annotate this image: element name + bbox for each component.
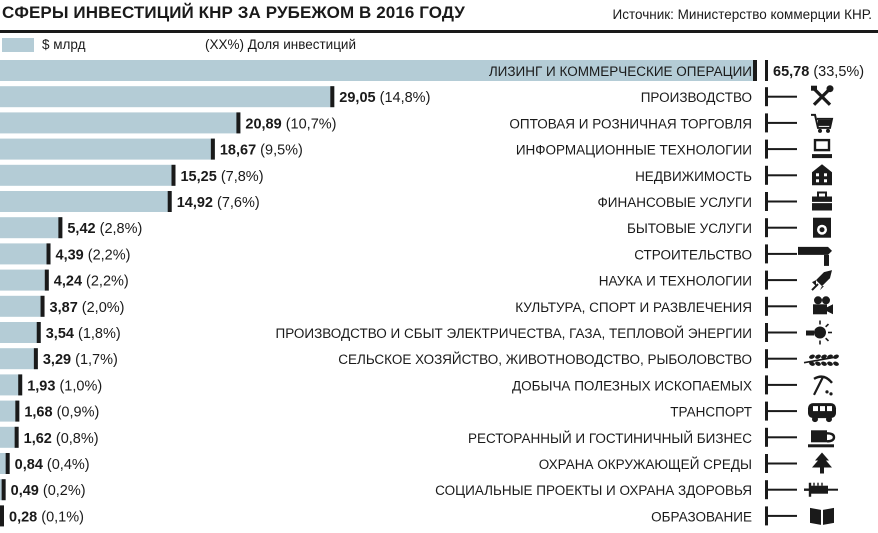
computer-icon <box>812 140 832 158</box>
category-label: НАУКА И ТЕХНОЛОГИИ <box>598 273 752 289</box>
value-number: 14,92 <box>176 195 218 211</box>
bar-row <box>0 164 832 186</box>
value-number: 29,05 <box>339 90 380 107</box>
shopping-cart-icon <box>811 115 832 133</box>
category-label: ОПТОВАЯ И РОЗНИЧНАЯ ТОРГОВЛЯ <box>509 116 752 132</box>
value-number: 1,93 <box>27 378 60 395</box>
value-label <box>220 143 303 159</box>
bar-row <box>0 401 836 423</box>
value-number: 1,68 <box>24 404 57 421</box>
value-label <box>15 457 90 473</box>
value-number: 18,67 <box>219 142 261 159</box>
bar <box>0 217 62 238</box>
bar-row <box>0 217 831 238</box>
row-leader <box>765 174 797 176</box>
bar-end-marker <box>0 505 4 526</box>
bar-row <box>0 479 838 500</box>
source-note: Источник: Министерство коммерции КНР. <box>612 7 872 22</box>
bar-row <box>0 321 832 345</box>
value-share: (2,8%) <box>99 221 143 238</box>
bar <box>0 243 51 264</box>
value-share: (7,8%) <box>220 168 264 185</box>
row-leader <box>765 489 797 491</box>
value-share: (1,7%) <box>75 352 118 369</box>
category-label: ПРОИЗВОДСТВО <box>640 90 752 106</box>
tools-icon <box>811 85 834 105</box>
bus-icon <box>808 403 836 422</box>
legend-usd-label: $ млрд <box>42 37 86 52</box>
value-number: 3,87 <box>49 299 82 316</box>
light-bulb-icon <box>806 321 832 345</box>
bar-row <box>0 348 840 369</box>
bar-row <box>0 296 833 317</box>
value-label <box>177 195 260 211</box>
value-number: 5,42 <box>67 221 100 238</box>
row-leader <box>765 305 797 307</box>
value-share: (7,6%) <box>217 195 260 211</box>
pickaxe-icon <box>814 377 833 396</box>
value-number: 0,49 <box>10 483 43 500</box>
bar-row <box>0 270 832 291</box>
bar <box>0 296 45 317</box>
value-share: (0,8%) <box>55 430 99 447</box>
chart-title: СФЕРЫ ИНВЕСТИЦИЙ КНР ЗА РУБЕЖОМ В 2016 ГОДУ <box>2 3 465 22</box>
bar-row <box>0 453 832 475</box>
value-label <box>180 169 263 185</box>
value-number: 0,28 <box>9 509 42 526</box>
value-label <box>24 431 99 447</box>
value-share: (10,7%) <box>285 116 337 133</box>
category-label: ПРОИЗВОДСТВО И СБЫТ ЭЛЕКТРИЧЕСТВА, ГАЗА, ТЕПЛОВОЙ ЭНЕРГИИ <box>275 326 752 341</box>
bar <box>0 139 215 160</box>
value-label <box>50 300 125 316</box>
bar-end-marker <box>34 348 38 369</box>
value-share: (2,2%) <box>87 247 131 264</box>
bar-row <box>0 60 864 81</box>
briefcase-icon <box>812 193 832 211</box>
value-label <box>27 378 102 394</box>
bar-row <box>0 85 834 107</box>
value-label <box>24 405 99 421</box>
row-leader <box>765 96 797 98</box>
bar-row <box>0 374 833 395</box>
category-label: КУЛЬТУРА, СПОРТ И РАЗВЛЕЧЕНИЯ <box>515 299 752 315</box>
row-leader <box>765 332 797 334</box>
building-icon <box>812 164 832 185</box>
category-label: ИНФОРМАЦИОННЫЕ ТЕХНОЛОГИИ <box>515 142 752 158</box>
value-number: 4,39 <box>55 247 88 264</box>
category-label: РЕСТОРАННЫЙ И ГОСТИНИЧНЫЙ БИЗНЕС <box>467 430 752 446</box>
value-share: (0,2%) <box>42 483 86 500</box>
value-number: 20,89 <box>245 116 286 133</box>
legend-share-label: (XX%) Доля инвестиций <box>205 37 357 52</box>
rocket-icon <box>812 270 832 290</box>
bar-row <box>0 243 832 266</box>
bar-end-marker <box>41 296 45 317</box>
value-label <box>56 247 131 263</box>
bar-end-marker <box>47 243 51 264</box>
value-label <box>54 274 129 290</box>
bar-row <box>0 505 834 526</box>
bar <box>0 112 240 133</box>
category-label: ЛИЗИНГ И КОММЕРЧЕСКИЕ ОПЕРАЦИИ <box>488 64 752 79</box>
category-label: БЫТОВЫЕ УСЛУГИ <box>627 221 752 237</box>
category-label: СТРОИТЕЛЬСТВО <box>634 247 752 263</box>
value-share: (0,9%) <box>56 404 100 421</box>
bar-end-marker <box>168 191 172 212</box>
bar-end-marker <box>37 322 41 343</box>
row-leader <box>765 227 797 229</box>
bar <box>0 165 175 186</box>
value-number: 4,24 <box>53 273 87 290</box>
category-label: ТРАНСПОРТ <box>670 404 752 420</box>
bar-row <box>0 427 834 448</box>
bar-end-marker <box>330 86 334 107</box>
movie-camera-icon <box>813 296 833 314</box>
value-share: (33,5%) <box>813 64 865 80</box>
category-label: ДОБЫЧА ПОЛЕЗНЫХ ИСКОПАЕМЫХ <box>511 378 752 394</box>
value-share: (0,1%) <box>41 509 84 526</box>
value-number: 15,25 <box>180 168 221 185</box>
row-leader <box>765 279 797 281</box>
value-label <box>9 509 84 525</box>
bar-row <box>0 112 832 133</box>
category-label: НЕДВИЖИМОСТЬ <box>635 168 752 184</box>
category-label: СОЦИАЛЬНЫЕ ПРОЕКТЫ И ОХРАНА ЗДОРОВЬЯ <box>435 483 752 499</box>
bar-end-marker <box>45 270 49 291</box>
hammer-icon <box>798 247 832 266</box>
row-leader <box>765 201 797 203</box>
value-share: (0,4%) <box>46 457 90 473</box>
row-leader <box>765 515 797 517</box>
value-share: (2,2%) <box>86 273 129 290</box>
row-leader <box>765 122 797 124</box>
bar <box>0 322 41 343</box>
syringe-icon <box>804 483 838 497</box>
value-share: (1,0%) <box>59 378 103 395</box>
category-label: ОБРАЗОВАНИЕ <box>651 509 752 525</box>
row-leader <box>765 358 797 360</box>
bar <box>0 86 334 107</box>
value-number: 1,62 <box>23 430 56 447</box>
category-label: ФИНАНСОВЫЕ УСЛУГИ <box>597 195 752 210</box>
book-icon <box>810 508 834 525</box>
bar-end-marker <box>15 401 19 422</box>
bar-row <box>0 139 832 160</box>
wheat-icon <box>804 354 840 367</box>
value-label <box>245 116 336 132</box>
value-number: 0,84 <box>14 457 47 473</box>
bar <box>0 191 172 212</box>
row-leader <box>765 148 797 150</box>
washing-machine-icon <box>813 218 831 238</box>
category-label: СЕЛЬСКОЕ ХОЗЯЙСТВО, ЖИВОТНОВОДСТВО, РЫБОЛОВСТВО <box>338 352 752 368</box>
coffee-cup-icon <box>808 430 834 447</box>
bar-end-marker <box>18 374 22 395</box>
bar-end-marker <box>171 165 175 186</box>
bar-end-marker <box>6 453 10 474</box>
row-leader <box>765 253 797 255</box>
row-leader <box>765 384 797 386</box>
bar <box>0 348 38 369</box>
bar <box>0 270 49 291</box>
bar-row <box>0 191 832 212</box>
tree-icon <box>812 453 832 474</box>
bar-end-marker <box>211 139 215 160</box>
value-label <box>67 221 142 237</box>
row-tick <box>765 60 768 81</box>
value-share: (2,0%) <box>81 299 125 316</box>
bar-end-marker <box>753 60 757 81</box>
value-label <box>11 483 86 499</box>
value-number: 3,54 <box>45 326 78 342</box>
bar-end-marker <box>15 427 19 448</box>
value-number: 65,78 <box>773 64 814 80</box>
value-share: (14,8%) <box>379 90 431 107</box>
row-leader <box>765 436 797 438</box>
value-label <box>46 326 121 342</box>
bar-end-marker <box>236 112 240 133</box>
value-number: 3,29 <box>42 352 76 369</box>
value-label <box>773 64 864 80</box>
category-label: ОХРАНА ОКРУЖАЮЩЕЙ СРЕДЫ <box>538 457 752 472</box>
bar-end-marker <box>2 479 6 500</box>
row-leader <box>765 410 797 412</box>
value-share: (1,8%) <box>77 326 121 342</box>
bar-end-marker <box>58 217 62 238</box>
value-share: (9,5%) <box>260 142 303 159</box>
value-label <box>43 352 118 368</box>
row-leader <box>765 463 797 465</box>
value-label <box>339 90 430 106</box>
